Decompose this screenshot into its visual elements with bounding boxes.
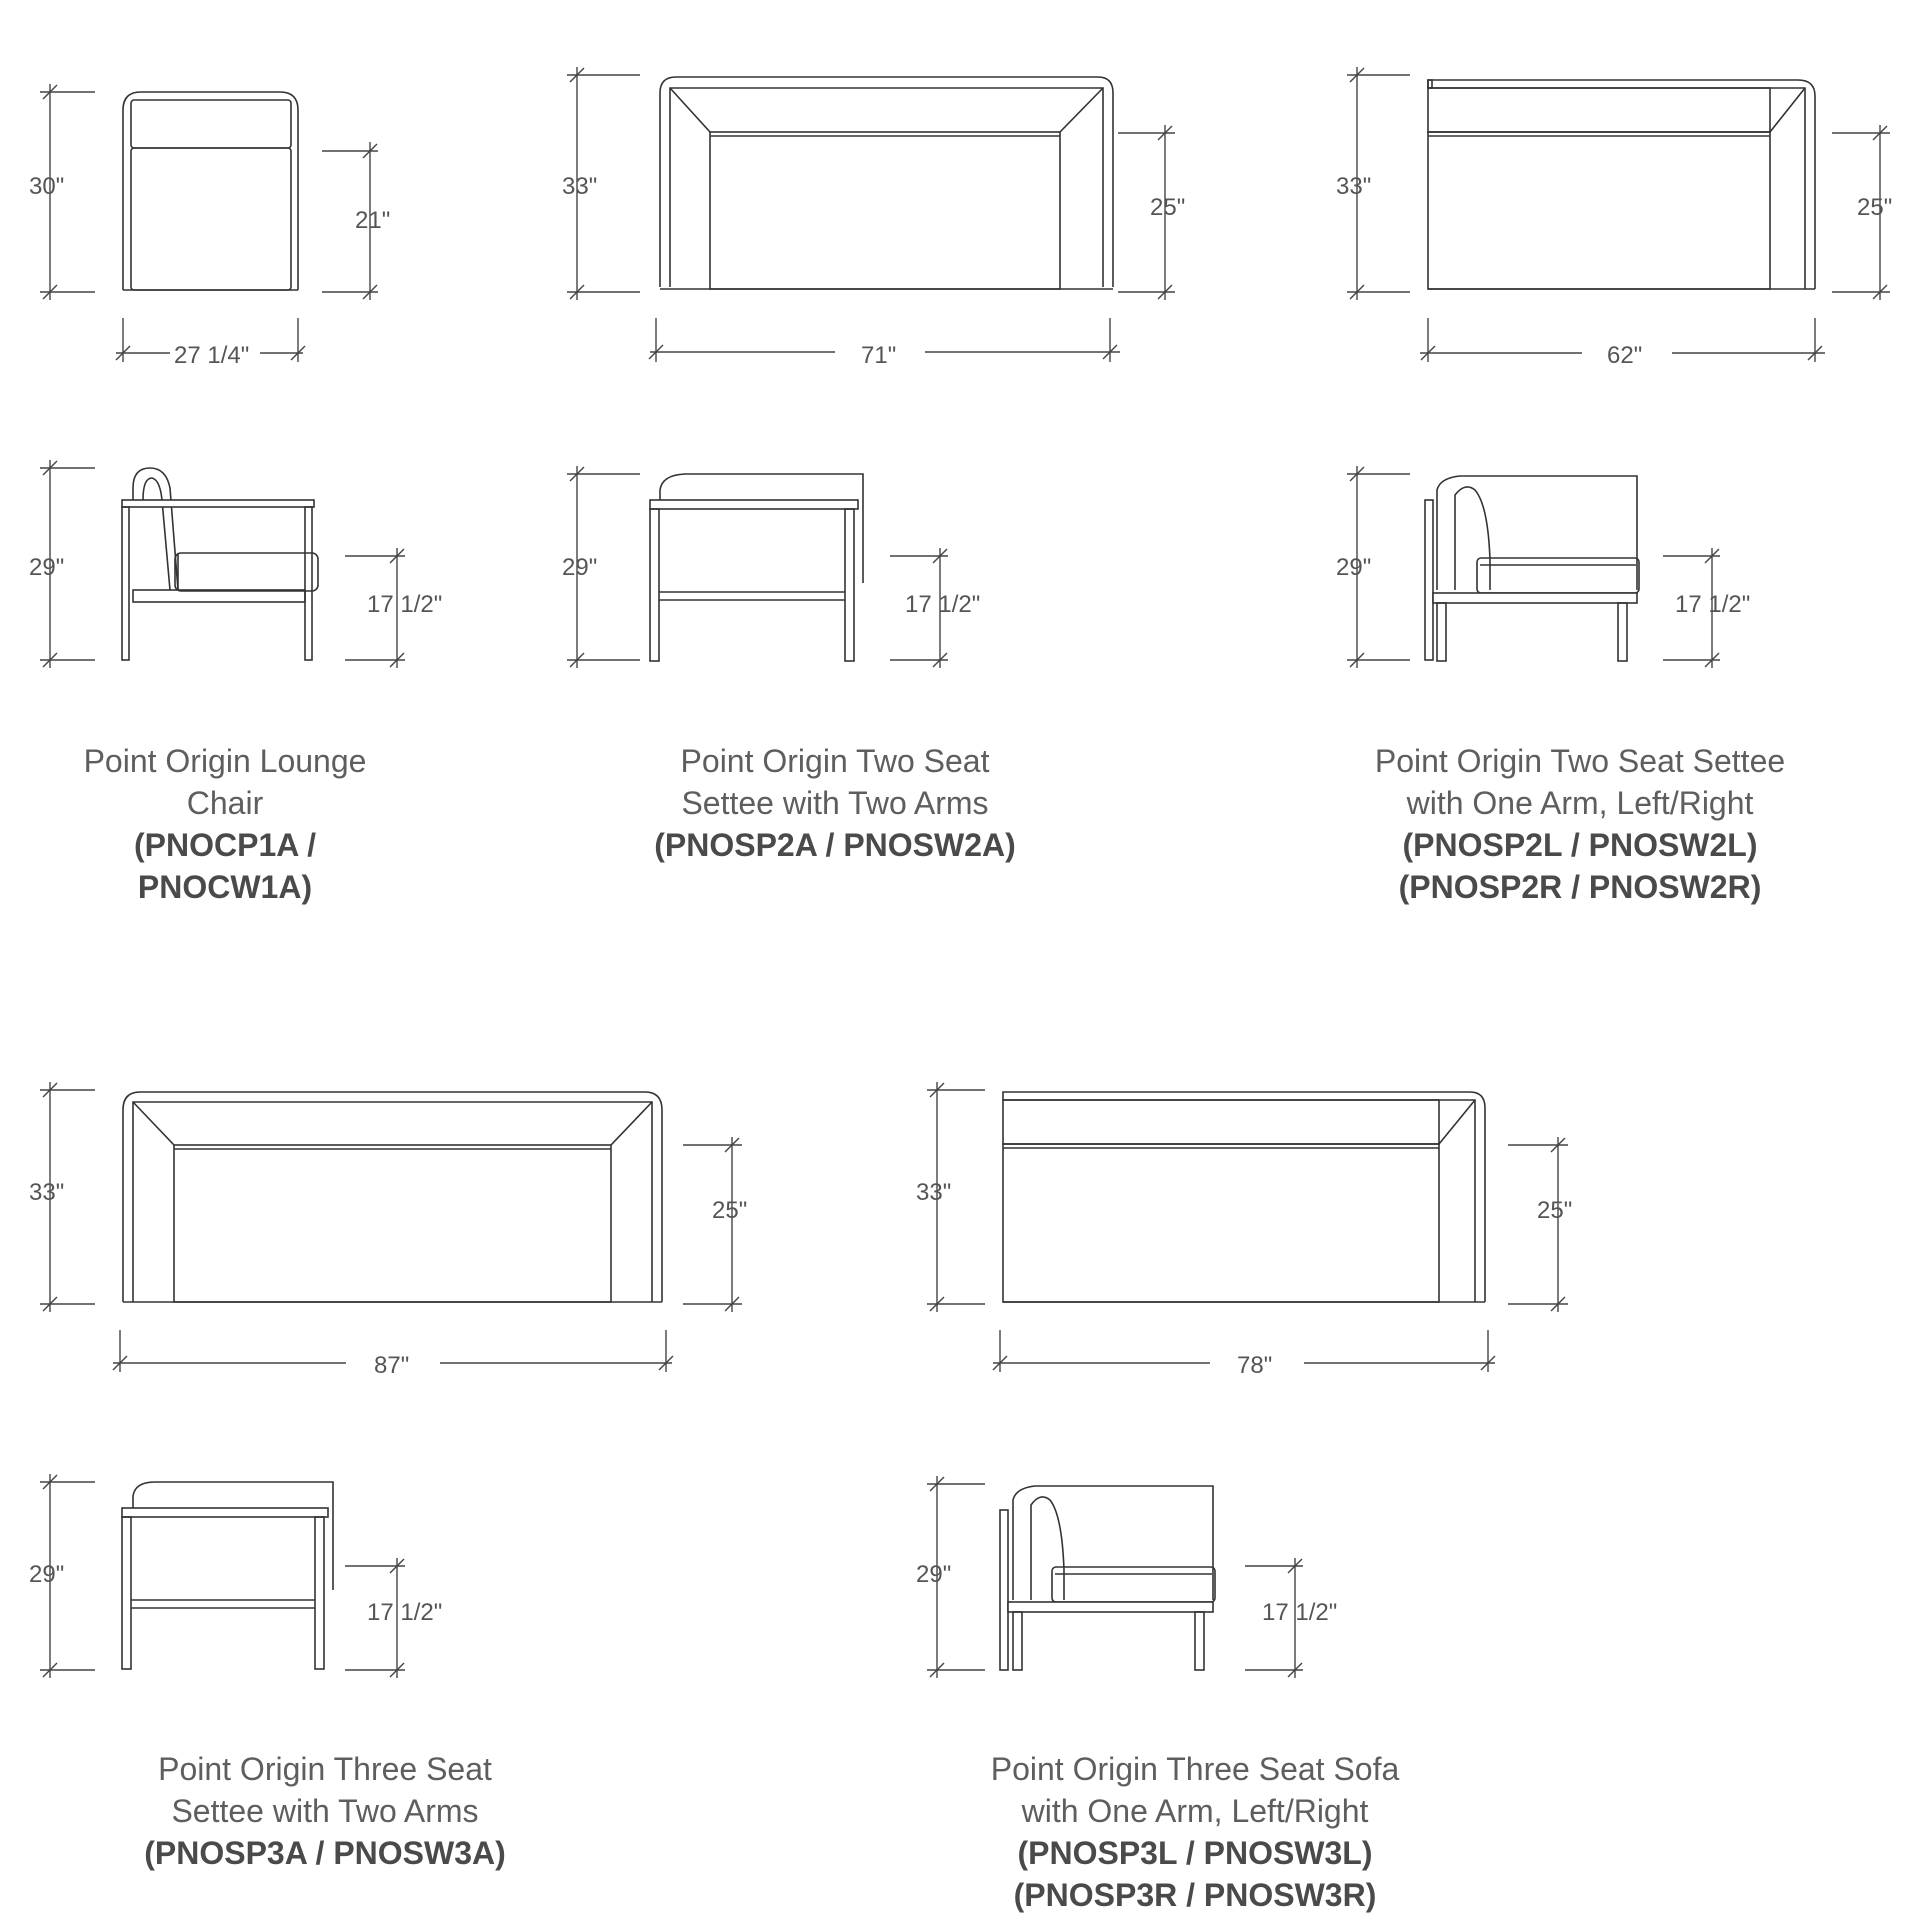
product-name: Settee with Two Arms (681, 785, 989, 821)
three-seat-sofa-front-height: 33" (916, 1179, 952, 1206)
two-seat-settee-front-dimensions (567, 67, 1175, 368)
product-code: (PNOSP2L / PNOSW2L) (1402, 827, 1758, 863)
three-seat-sofa-caption (945, 1748, 1445, 1916)
three-seat-settee-side-height: 29" (29, 1561, 65, 1588)
product-code: (PNOCP1A / (134, 827, 316, 863)
lounge-chair-side-view (122, 468, 318, 660)
three-seat-sofa-side-seat-height: 17 1/2" (1262, 1599, 1338, 1626)
product-code: (PNOSP3A / PNOSW3A) (144, 1835, 506, 1871)
three-seat-sofa-front-dimensions (927, 1082, 1568, 1378)
two-seat-one-arm-side-height: 29" (1336, 554, 1372, 581)
product-code: (PNOSP2R / PNOSW2R) (1398, 869, 1762, 905)
product-name: Point Origin Lounge (83, 743, 367, 779)
three-seat-settee-side-seat-height: 17 1/2" (367, 1599, 443, 1626)
product-name: Point Origin Three Seat Sofa (990, 1751, 1400, 1787)
two-seat-settee-side-height: 29" (562, 554, 598, 581)
product-name: Point Origin Two Seat (680, 743, 990, 779)
three-seat-settee-width: 87" (374, 1352, 410, 1379)
lounge-chair-front-view (123, 92, 298, 290)
three-seat-sofa-width: 78" (1237, 1352, 1273, 1379)
three-seat-sofa-side-dimensions (927, 1476, 1303, 1678)
product-code: (PNOSP3R / PNOSW3R) (1013, 1877, 1377, 1913)
lounge-chair-side-seat-height: 17 1/2" (367, 591, 443, 618)
two-seat-one-arm-front-seat-height: 25" (1857, 194, 1893, 221)
three-seat-sofa-side-height: 29" (916, 1561, 952, 1588)
two-seat-settee-front-height: 33" (562, 173, 598, 200)
three-seat-settee-front-seat-height: 25" (712, 1197, 748, 1224)
two-seat-one-arm-side-dimensions (1347, 466, 1720, 668)
product-name: Point Origin Two Seat Settee (1374, 743, 1786, 779)
two-seat-one-arm-caption (1330, 740, 1830, 908)
three-seat-sofa-front-view (1003, 1092, 1485, 1302)
product-name: Point Origin Three Seat (158, 1751, 492, 1787)
product-code: (PNOSP2A / PNOSW2A) (654, 827, 1016, 863)
product-code: PNOCW1A) (137, 869, 313, 905)
two-seat-settee-side-view (650, 474, 863, 661)
two-seat-one-arm-side-seat-height: 17 1/2" (1675, 591, 1751, 618)
two-seat-settee-front-seat-height: 25" (1150, 194, 1186, 221)
three-seat-settee-front-view (123, 1092, 662, 1302)
three-seat-sofa-front-seat-height: 25" (1537, 1197, 1573, 1224)
three-seat-settee-front-height: 33" (29, 1179, 65, 1206)
two-seat-settee-front-view (660, 77, 1113, 289)
lounge-chair-front-seat-height: 21" (355, 207, 391, 234)
three-seat-settee-caption (100, 1748, 550, 1874)
lounge-chair-width: 27 1/4" (174, 342, 250, 369)
two-seat-settee-caption (600, 740, 1070, 866)
product-name: with One Arm, Left/Right (1406, 785, 1754, 821)
two-seat-one-arm-front-height: 33" (1336, 173, 1372, 200)
two-seat-settee-side-dimensions (567, 466, 948, 668)
product-name: Settee with Two Arms (171, 1793, 479, 1829)
lounge-chair-side-height: 29" (29, 554, 65, 581)
product-code: (PNOSP3L / PNOSW3L) (1017, 1835, 1373, 1871)
lounge-chair-front-dimensions (40, 84, 378, 368)
product-name: with One Arm, Left/Right (1021, 1793, 1369, 1829)
two-seat-settee-side-seat-height: 17 1/2" (905, 591, 981, 618)
lounge-chair-front-height: 30" (29, 173, 65, 200)
three-seat-settee-side-view (122, 1482, 333, 1669)
lounge-chair-side-dimensions (40, 460, 405, 668)
three-seat-settee-front-dimensions (40, 1082, 742, 1378)
three-seat-sofa-side-view (1000, 1486, 1215, 1670)
two-seat-one-arm-front-view (1428, 80, 1815, 289)
two-seat-settee-width: 71" (861, 342, 897, 369)
lounge-chair-caption (40, 740, 410, 908)
three-seat-settee-side-dimensions (40, 1474, 405, 1678)
two-seat-one-arm-side-view (1425, 476, 1639, 661)
product-name: Chair (186, 785, 264, 821)
two-seat-one-arm-width: 62" (1607, 342, 1643, 369)
